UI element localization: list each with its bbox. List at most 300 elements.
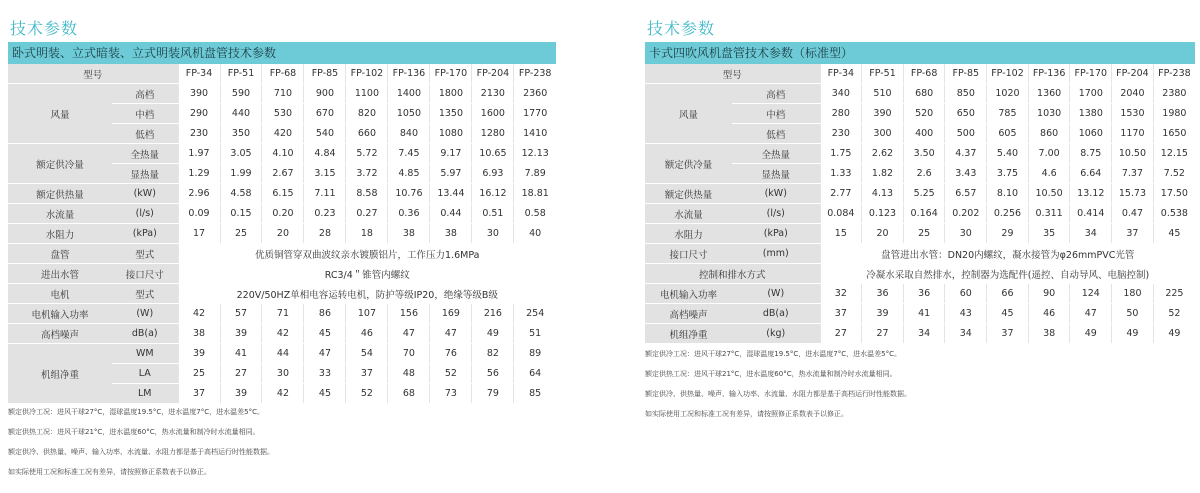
merged-value-cell: 盘管进出水管：DN20内螺纹，凝水接管为φ26mmPVC光管 (820, 244, 1195, 264)
value-cell: 46 (1028, 304, 1070, 324)
value-cell: 1.29 (178, 164, 220, 184)
note-line: 如实际使用工况和标准工况有差异，请按照修正系数表予以修正。 (645, 410, 848, 418)
value-cell: 2.67 (262, 164, 304, 184)
row-sub-label: (W) (732, 284, 820, 304)
value-cell: 1380 (1070, 104, 1112, 124)
value-cell: 520 (903, 104, 945, 124)
value-cell: 225 (1153, 284, 1195, 304)
value-cell: 29 (987, 224, 1029, 244)
value-cell: 0.23 (304, 204, 346, 224)
value-cell: 38 (178, 324, 220, 344)
value-cell: 36 (903, 284, 945, 304)
value-cell: 860 (1028, 124, 1070, 144)
value-cell: 39 (220, 324, 262, 344)
value-cell: 3.43 (945, 164, 987, 184)
row-sub-label: 低档 (112, 124, 178, 144)
value-cell: 6.64 (1070, 164, 1112, 184)
value-cell: 44 (262, 344, 304, 364)
value-cell: 18 (346, 224, 388, 244)
row-sub-label: 中档 (112, 104, 178, 124)
value-cell: 18.81 (514, 184, 556, 204)
value-cell: 1.97 (178, 144, 220, 164)
value-cell: 17 (178, 224, 220, 244)
value-cell: 350 (220, 124, 262, 144)
value-cell: 4.37 (945, 144, 987, 164)
value-cell: 2040 (1112, 84, 1154, 104)
value-cell: 300 (862, 124, 904, 144)
value-cell: 49 (1112, 324, 1154, 344)
value-cell: 49 (1070, 324, 1112, 344)
value-cell: 42 (178, 304, 220, 324)
row-sub-label: 型式 (112, 244, 178, 264)
row-sub-label: 低档 (732, 124, 820, 144)
row-sub-label: 中档 (732, 104, 820, 124)
value-cell: 0.47 (1112, 204, 1154, 224)
value-cell: 47 (1070, 304, 1112, 324)
model-header-cell: FP-136 (388, 64, 430, 84)
value-cell: 1600 (472, 104, 514, 124)
value-cell: 1650 (1153, 124, 1195, 144)
model-header-cell: FP-85 (945, 64, 987, 84)
value-cell: 0.36 (388, 204, 430, 224)
value-cell: 107 (346, 304, 388, 324)
model-header-cell: FP-51 (862, 64, 904, 84)
value-cell: 34 (903, 324, 945, 344)
value-cell: 1770 (514, 104, 556, 124)
value-cell: 400 (903, 124, 945, 144)
value-cell: 0.538 (1153, 204, 1195, 224)
value-cell: 2.6 (903, 164, 945, 184)
row-sub-label: 显热量 (732, 164, 820, 184)
value-cell: 43 (945, 304, 987, 324)
value-cell: 10.76 (388, 184, 430, 204)
value-cell: 70 (388, 344, 430, 364)
value-cell: 37 (346, 364, 388, 384)
value-cell: 390 (178, 84, 220, 104)
value-cell: 47 (430, 324, 472, 344)
note-line: 额定供冷、供热量、噪声、输入功率、水流量、水阻力都是基于高档运行时性能数据。 (8, 448, 274, 456)
value-cell: 38 (1028, 324, 1070, 344)
value-cell: 51 (514, 324, 556, 344)
value-cell: 66 (987, 284, 1029, 304)
table-title: 卡式四吹风机盘管技术参数（标准型） (645, 42, 1195, 64)
model-header-cell: FP-68 (903, 64, 945, 84)
row-sub-label: (mm) (732, 244, 820, 264)
row-sub-label: 全热量 (732, 144, 820, 164)
model-header-cell: FP-34 (820, 64, 862, 84)
value-cell: 8.58 (346, 184, 388, 204)
value-cell: 5.25 (903, 184, 945, 204)
value-cell: 500 (945, 124, 987, 144)
value-cell: 169 (430, 304, 472, 324)
value-cell: 48 (388, 364, 430, 384)
table-row (8, 184, 556, 204)
value-cell: 5.72 (346, 144, 388, 164)
value-cell: 12.13 (514, 144, 556, 164)
model-header-label: 型号 (645, 64, 820, 84)
row-group-label: 机组净重 (645, 324, 732, 344)
value-cell: 6.57 (945, 184, 987, 204)
value-cell: 30 (262, 364, 304, 384)
value-cell: 64 (514, 364, 556, 384)
value-cell: 8.75 (1070, 144, 1112, 164)
row-group-label: 额定供冷量 (645, 144, 732, 184)
table-row (645, 204, 1195, 224)
row-group-label: 机组净重 (8, 344, 112, 404)
value-cell: 1800 (430, 84, 472, 104)
value-cell: 230 (178, 124, 220, 144)
value-cell: 27 (820, 324, 862, 344)
value-cell: 41 (220, 344, 262, 364)
value-cell: 52 (346, 384, 388, 404)
value-cell: 420 (262, 124, 304, 144)
value-cell: 340 (820, 84, 862, 104)
value-cell: 42 (262, 384, 304, 404)
value-cell: 605 (987, 124, 1029, 144)
value-cell: 49 (1153, 324, 1195, 344)
value-cell: 28 (304, 224, 346, 244)
row-sub-label: (l/s) (112, 204, 178, 224)
note-line: 额定供热工况：进风干球21°C，进水温度60°C，热水流量和制冷时水流量相同。 (8, 428, 260, 436)
value-cell: 1280 (472, 124, 514, 144)
value-cell: 45 (304, 324, 346, 344)
row-sub-label: WM (112, 344, 178, 364)
row-sub-label: (kPa) (732, 224, 820, 244)
value-cell: 7.52 (1153, 164, 1195, 184)
value-cell: 37 (178, 384, 220, 404)
value-cell: 13.12 (1070, 184, 1112, 204)
value-cell: 650 (945, 104, 987, 124)
table-row (645, 264, 1195, 284)
value-cell: 1360 (1028, 84, 1070, 104)
value-cell: 13.44 (430, 184, 472, 204)
value-cell: 1350 (430, 104, 472, 124)
row-group-label: 电机 (8, 284, 112, 304)
value-cell: 71 (262, 304, 304, 324)
model-header-cell: FP-170 (430, 64, 472, 84)
row-group-label: 风量 (645, 84, 732, 144)
value-cell: 37 (1112, 224, 1154, 244)
value-cell: 4.10 (262, 144, 304, 164)
value-cell: 50 (1112, 304, 1154, 324)
value-cell: 2.62 (862, 144, 904, 164)
value-cell: 52 (1153, 304, 1195, 324)
model-header-cell: FP-85 (304, 64, 346, 84)
value-cell: 3.05 (220, 144, 262, 164)
value-cell: 39 (220, 384, 262, 404)
value-cell: 0.164 (903, 204, 945, 224)
row-group-label: 接口尺寸 (645, 244, 732, 264)
table-row (8, 304, 556, 324)
value-cell: 41 (903, 304, 945, 324)
value-cell: 15 (820, 224, 862, 244)
model-header-label: 型号 (8, 64, 178, 84)
table-row (8, 84, 556, 104)
table-row (8, 344, 556, 364)
row-sub-label: (l/s) (732, 204, 820, 224)
value-cell: 1.82 (862, 164, 904, 184)
value-cell: 49 (472, 324, 514, 344)
value-cell: 57 (220, 304, 262, 324)
model-header-cell: FP-238 (1153, 64, 1195, 84)
section-title: 技术参数 (10, 19, 79, 38)
value-cell: 36 (862, 284, 904, 304)
value-cell: 34 (1070, 224, 1112, 244)
value-cell: 785 (987, 104, 1029, 124)
value-cell: 39 (178, 344, 220, 364)
row-group-label: 进出水管 (8, 264, 112, 284)
model-header-cell: FP-204 (1112, 64, 1154, 84)
row-group-label: 额定供热量 (645, 184, 732, 204)
value-cell: 4.85 (388, 164, 430, 184)
header-row (8, 64, 556, 84)
value-cell: 660 (346, 124, 388, 144)
row-group-label: 电机输入功率 (8, 304, 112, 324)
value-cell: 27 (862, 324, 904, 344)
merged-value-cell: 优质铜管穿双曲波纹亲水镀膜铝片，工作压力1.6MPa (178, 244, 556, 264)
value-cell: 68 (388, 384, 430, 404)
value-cell: 7.11 (304, 184, 346, 204)
value-cell: 1410 (514, 124, 556, 144)
row-group-label: 高档噪声 (645, 304, 732, 324)
value-cell: 1030 (1028, 104, 1070, 124)
table-row (8, 144, 556, 164)
table-title: 卧式明装、立式暗装、立式明装风机盘管技术参数 (8, 42, 556, 64)
value-cell: 230 (820, 124, 862, 144)
value-cell: 0.51 (472, 204, 514, 224)
table-row (645, 244, 1195, 264)
row-sub-label: LA (112, 364, 178, 384)
model-header-cell: FP-136 (1028, 64, 1070, 84)
value-cell: 45 (304, 384, 346, 404)
value-cell: 530 (262, 104, 304, 124)
notes (645, 350, 911, 430)
value-cell: 4.6 (1028, 164, 1070, 184)
value-cell: 820 (346, 104, 388, 124)
value-cell: 17.50 (1153, 184, 1195, 204)
table-row (645, 224, 1195, 244)
note-line: 额定供热工况：进风干球21°C，进水温度60°C，热水流量和制冷时水流量相同。 (645, 370, 897, 378)
value-cell: 7.00 (1028, 144, 1070, 164)
row-sub-label: 高档 (112, 84, 178, 104)
value-cell: 1530 (1112, 104, 1154, 124)
value-cell: 0.311 (1028, 204, 1070, 224)
value-cell: 40 (514, 224, 556, 244)
value-cell: 1020 (987, 84, 1029, 104)
value-cell: 390 (862, 104, 904, 124)
value-cell: 90 (1028, 284, 1070, 304)
row-group-label: 盘管 (8, 244, 112, 264)
value-cell: 0.256 (987, 204, 1029, 224)
value-cell: 25 (178, 364, 220, 384)
table-row (645, 324, 1195, 344)
spec-table (645, 64, 1195, 344)
note-line: 额定供冷工况：进风干球27°C，湿球温度19.5°C，进水温度7°C，进水温差5°C。 (8, 408, 264, 416)
row-sub-label: 型式 (112, 284, 178, 304)
model-header-cell: FP-204 (472, 64, 514, 84)
value-cell: 47 (304, 344, 346, 364)
table-row (8, 244, 556, 264)
value-cell: 3.75 (987, 164, 1029, 184)
value-cell: 840 (388, 124, 430, 144)
table-row (645, 304, 1195, 324)
table-row (8, 284, 556, 304)
value-cell: 4.13 (862, 184, 904, 204)
value-cell: 0.202 (945, 204, 987, 224)
value-cell: 156 (388, 304, 430, 324)
row-group-label: 水流量 (8, 204, 112, 224)
value-cell: 290 (178, 104, 220, 124)
value-cell: 27 (220, 364, 262, 384)
header-row (645, 64, 1195, 84)
row-group-label: 电机输入功率 (645, 284, 732, 304)
value-cell: 254 (514, 304, 556, 324)
merged-value-cell: 冷凝水采取自然排水，控制器为选配件(遥控、自动导风、电脑控制) (820, 264, 1195, 284)
value-cell: 0.20 (262, 204, 304, 224)
value-cell: 45 (1153, 224, 1195, 244)
value-cell: 79 (472, 384, 514, 404)
value-cell: 5.97 (430, 164, 472, 184)
value-cell: 12.15 (1153, 144, 1195, 164)
value-cell: 1400 (388, 84, 430, 104)
row-sub-label: (kPa) (112, 224, 178, 244)
value-cell: 6.93 (472, 164, 514, 184)
row-sub-label: dB(a) (112, 324, 178, 344)
value-cell: 850 (945, 84, 987, 104)
row-sub-label: 全热量 (112, 144, 178, 164)
value-cell: 0.44 (430, 204, 472, 224)
value-cell: 56 (472, 364, 514, 384)
value-cell: 33 (304, 364, 346, 384)
value-cell: 73 (430, 384, 472, 404)
value-cell: 2.96 (178, 184, 220, 204)
value-cell: 39 (862, 304, 904, 324)
value-cell: 30 (945, 224, 987, 244)
row-group-label: 控制和排水方式 (645, 264, 820, 284)
value-cell: 52 (430, 364, 472, 384)
note-line: 如实际使用工况和标准工况有差异，请按照修正系数表予以修正。 (8, 468, 211, 476)
value-cell: 5.40 (987, 144, 1029, 164)
value-cell: 540 (304, 124, 346, 144)
value-cell: 10.50 (1112, 144, 1154, 164)
row-group-label: 额定供热量 (8, 184, 112, 204)
value-cell: 38 (430, 224, 472, 244)
model-header-cell: FP-102 (987, 64, 1029, 84)
value-cell: 0.123 (862, 204, 904, 224)
value-cell: 1100 (346, 84, 388, 104)
value-cell: 47 (388, 324, 430, 344)
value-cell: 30 (472, 224, 514, 244)
value-cell: 0.27 (346, 204, 388, 224)
row-sub-label: (kg) (732, 324, 820, 344)
value-cell: 25 (220, 224, 262, 244)
value-cell: 1700 (1070, 84, 1112, 104)
value-cell: 280 (820, 104, 862, 124)
value-cell: 1050 (388, 104, 430, 124)
note-line: 额定供冷、供热量、噪声、输入功率、水流量、水阻力都是基于高档运行时性能数据。 (645, 390, 911, 398)
value-cell: 42 (262, 324, 304, 344)
value-cell: 3.72 (346, 164, 388, 184)
row-group-label: 水阻力 (8, 224, 112, 244)
row-sub-label: 显热量 (112, 164, 178, 184)
value-cell: 1060 (1070, 124, 1112, 144)
value-cell: 86 (304, 304, 346, 324)
value-cell: 180 (1112, 284, 1154, 304)
model-header-cell: FP-170 (1070, 64, 1112, 84)
value-cell: 2380 (1153, 84, 1195, 104)
row-sub-label: 接口尺寸 (112, 264, 178, 284)
value-cell: 15.73 (1112, 184, 1154, 204)
value-cell: 124 (1070, 284, 1112, 304)
table-row (8, 224, 556, 244)
model-header-cell: FP-238 (514, 64, 556, 84)
row-group-label: 额定供冷量 (8, 144, 112, 184)
value-cell: 216 (472, 304, 514, 324)
value-cell: 9.17 (430, 144, 472, 164)
value-cell: 440 (220, 104, 262, 124)
model-header-cell: FP-102 (346, 64, 388, 84)
row-sub-label: (kW) (112, 184, 178, 204)
table-row (8, 324, 556, 344)
value-cell: 10.65 (472, 144, 514, 164)
value-cell: 590 (220, 84, 262, 104)
value-cell: 1980 (1153, 104, 1195, 124)
notes (8, 408, 274, 488)
section-title: 技术参数 (647, 19, 716, 38)
value-cell: 37 (987, 324, 1029, 344)
merged-value-cell: RC3/4＂锥管内螺纹 (178, 264, 556, 284)
note-line: 额定供冷工况：进风干球27°C，湿球温度19.5°C，进水温度7°C，进水温差5°C。 (645, 350, 901, 358)
row-group-label: 风量 (8, 84, 112, 144)
value-cell: 76 (430, 344, 472, 364)
value-cell: 45 (987, 304, 1029, 324)
value-cell: 20 (862, 224, 904, 244)
value-cell: 38 (388, 224, 430, 244)
value-cell: 0.15 (220, 204, 262, 224)
value-cell: 1.99 (220, 164, 262, 184)
value-cell: 680 (903, 84, 945, 104)
value-cell: 2.77 (820, 184, 862, 204)
value-cell: 37 (820, 304, 862, 324)
table-row (645, 84, 1195, 104)
value-cell: 34 (945, 324, 987, 344)
value-cell: 0.09 (178, 204, 220, 224)
value-cell: 1.33 (820, 164, 862, 184)
row-sub-label: LM (112, 384, 178, 404)
value-cell: 8.10 (987, 184, 1029, 204)
row-sub-label: (W) (112, 304, 178, 324)
model-header-cell: FP-34 (178, 64, 220, 84)
model-header-cell: FP-68 (262, 64, 304, 84)
value-cell: 0.414 (1070, 204, 1112, 224)
table-row (645, 284, 1195, 304)
value-cell: 710 (262, 84, 304, 104)
model-header-cell: FP-51 (220, 64, 262, 84)
value-cell: 16.12 (472, 184, 514, 204)
value-cell: 1170 (1112, 124, 1154, 144)
row-group-label: 水阻力 (645, 224, 732, 244)
value-cell: 0.58 (514, 204, 556, 224)
row-sub-label: (kW) (732, 184, 820, 204)
value-cell: 82 (472, 344, 514, 364)
value-cell: 7.89 (514, 164, 556, 184)
value-cell: 0.084 (820, 204, 862, 224)
value-cell: 85 (514, 384, 556, 404)
value-cell: 6.15 (262, 184, 304, 204)
value-cell: 7.45 (388, 144, 430, 164)
value-cell: 670 (304, 104, 346, 124)
row-sub-label: 高档 (732, 84, 820, 104)
